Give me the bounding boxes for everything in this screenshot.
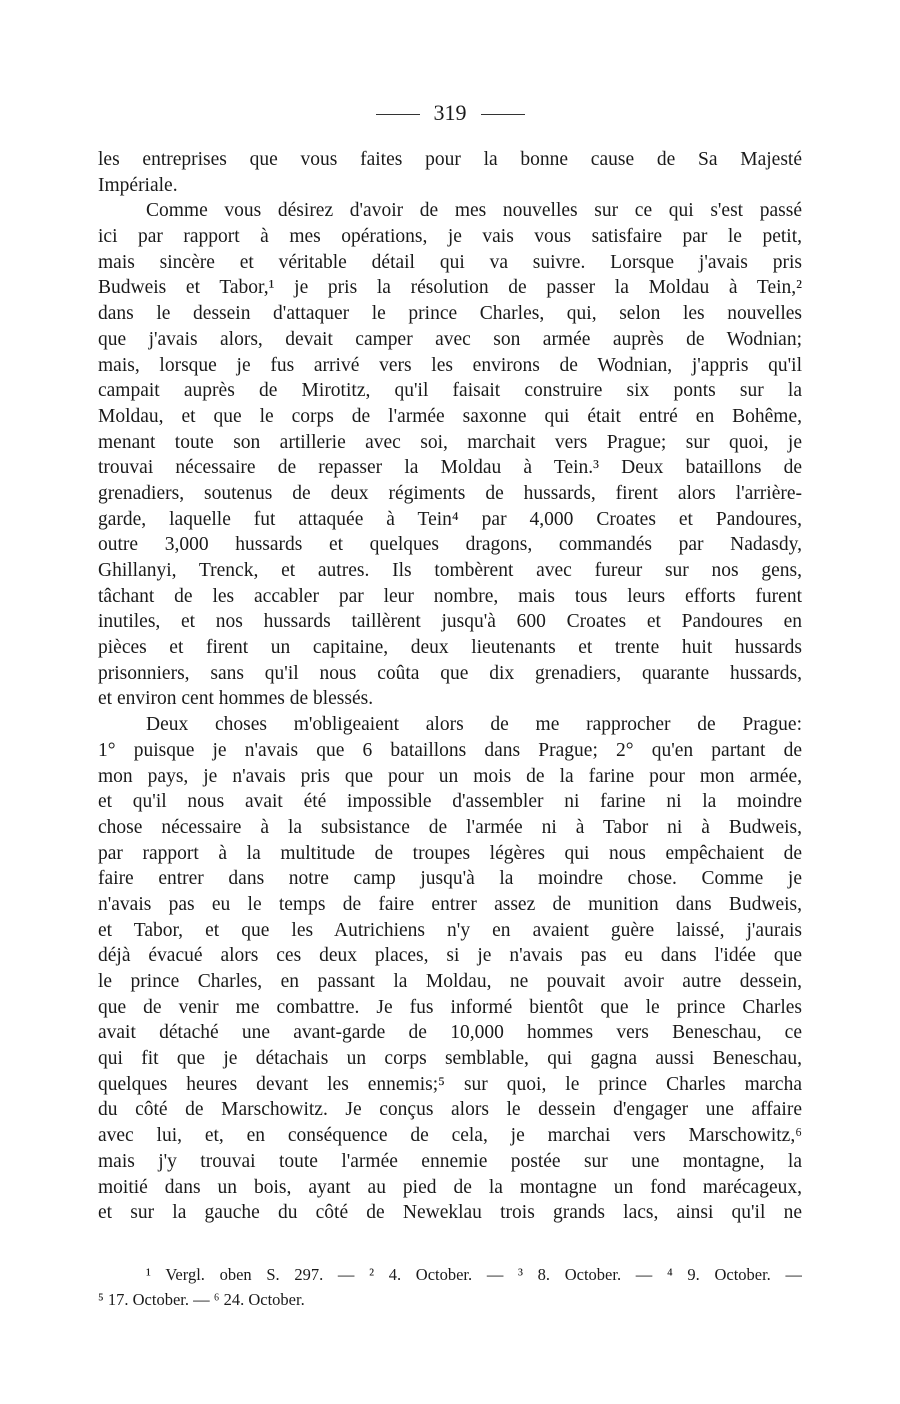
text-line: Comme vous désirez d'avoir de mes nouvelles sur ce qui s'est passé <box>146 200 802 222</box>
footnote-line: ¹ Vergl. oben S. 297. — ² 4. October. — ³ 8. October. — ⁴ 9. October. — <box>146 1265 802 1284</box>
text-line: le prince Charles, en passant la Moldau, ne pouvait avoir autre dessein, <box>98 971 802 992</box>
text-line: quelques heures devant les ennemis;⁵ sur quoi, le prince Charles marcha <box>98 1073 802 1095</box>
header-dash-right <box>481 114 525 115</box>
text-line: que j'avais alors, devait camper avec son armée auprès de Wodnian; <box>98 328 802 350</box>
page-header <box>0 100 900 126</box>
text-line: déjà évacué alors ces deux places, si je n'avais pas eu dans l'idée que <box>98 945 802 967</box>
text-line: mais, lorsque je fus arrivé vers les environs de Wodnian, j'appris qu'il <box>98 354 802 376</box>
footnote-line: ⁵ 17. October. — ⁶ 24. October. <box>98 1290 305 1309</box>
text-line: trouvai nécessaire de repasser la Moldau à Tein.³ Deux bataillons de <box>98 457 802 479</box>
text-line: grenadiers, soutenus de deux régiments de hussards, firent alors l'arrière- <box>98 482 802 504</box>
text-line: garde, laquelle fut attaquée à Tein⁴ par 4,000 Croates et Pandoures, <box>98 508 802 530</box>
text-line: avait détaché une avant-garde de 10,000 hommes vers Beneschau, ce <box>98 1022 802 1044</box>
text-line: prisonniers, sans qu'il nous coûta que dix grenadiers, quarante hussards, <box>98 662 802 684</box>
text-line: inutiles, et nos hussards taillèrent jusqu'à 600 Croates et Pandoures en <box>98 611 802 633</box>
text-line: dans le dessein d'attaquer le prince Charles, qui, selon les nouvelles <box>98 303 802 325</box>
text-line: pièces et firent un capitaine, deux lieutenants et trente huit hussards <box>98 637 802 659</box>
text-line: Moldau, et que le corps de l'armée saxonne qui était entré en Bohême, <box>98 405 802 427</box>
footnotes <box>98 1262 802 1312</box>
text-line: du côté de Marschowitz. Je conçus alors le dessein d'engager une affaire <box>98 1099 802 1121</box>
text-line: avec lui, et, en conséquence de cela, je marchai vers Marschowitz,⁶ <box>98 1125 802 1147</box>
text-line: qui fit que je détachais un corps semblable, qui gagna aussi Beneschau, <box>98 1048 802 1070</box>
text-line: 1° puisque je n'avais que 6 bataillons dans Prague; 2° qu'en partant de <box>98 739 802 761</box>
text-line: et sur la gauche du côté de Neweklau trois grands lacs, ainsi qu'il ne <box>98 1202 802 1224</box>
text-line: et qu'il nous avait été impossible d'assembler ni farine ni la moindre <box>98 791 802 813</box>
text-line: outre 3,000 hussards et quelques dragons, commandés par Nadasdy, <box>98 534 802 556</box>
text-line: mais sincère et véritable détail qui va suivre. Lorsque j'avais pris <box>98 251 802 273</box>
text-line: Ghillanyi, Trenck, et autres. Ils tombèrent avec fureur sur nos gens, <box>98 560 802 581</box>
text-line: mon pays, je n'avais pris que pour un mois de la farine pour mon armée, <box>98 765 802 787</box>
text-line: campait auprès de Mirotitz, qu'il faisait construire six ponts sur la <box>98 380 802 402</box>
text-line: Impériale. <box>98 174 178 196</box>
text-line: ici par rapport à mes opérations, je vais vous satisfaire par le petit, <box>98 226 802 248</box>
text-line: les entreprises que vous faites pour la bonne cause de Sa Majesté <box>98 149 802 170</box>
text-line: menant toute son artillerie avec soi, marchait vers Prague; sur quoi, je <box>98 431 802 453</box>
text-line: que de venir me combattre. Je fus informé bientôt que le prince Charles <box>98 996 802 1018</box>
text-line: Budweis et Tabor,¹ je pris la résolution de passer la Moldau à Tein,² <box>98 277 802 299</box>
text-line: n'avais pas eu le temps de faire entrer assez de munition dans Budweis, <box>98 893 802 915</box>
text-line: et Tabor, et que les Autrichiens n'y en avaient guère laissé, j'aurais <box>98 919 802 941</box>
text-line: faire entrer dans notre camp jusqu'à la moindre chose. Comme je <box>98 868 802 890</box>
header-dash-left <box>376 114 420 115</box>
text-line: Deux choses m'obligeaient alors de me rapprocher de Prague: <box>146 714 802 736</box>
text-line: tâchant de les accabler par leur nombre, mais tous leurs efforts furent <box>98 585 802 607</box>
body-text <box>98 147 802 1226</box>
text-line: par rapport à la multitude de troupes légères qui nous empêchaient de <box>98 842 802 864</box>
page-number: 319 <box>433 100 467 125</box>
text-line: et environ cent hommes de blessés. <box>98 688 374 710</box>
text-line: chose nécessaire à la subsistance de l'armée ni à Tabor ni à Budweis, <box>98 816 802 838</box>
text-line: mais j'y trouvai toute l'armée ennemie postée sur une montagne, la <box>98 1150 802 1172</box>
text-line: moitié dans un bois, ayant au pied de la montagne un fond marécageux, <box>98 1176 802 1198</box>
